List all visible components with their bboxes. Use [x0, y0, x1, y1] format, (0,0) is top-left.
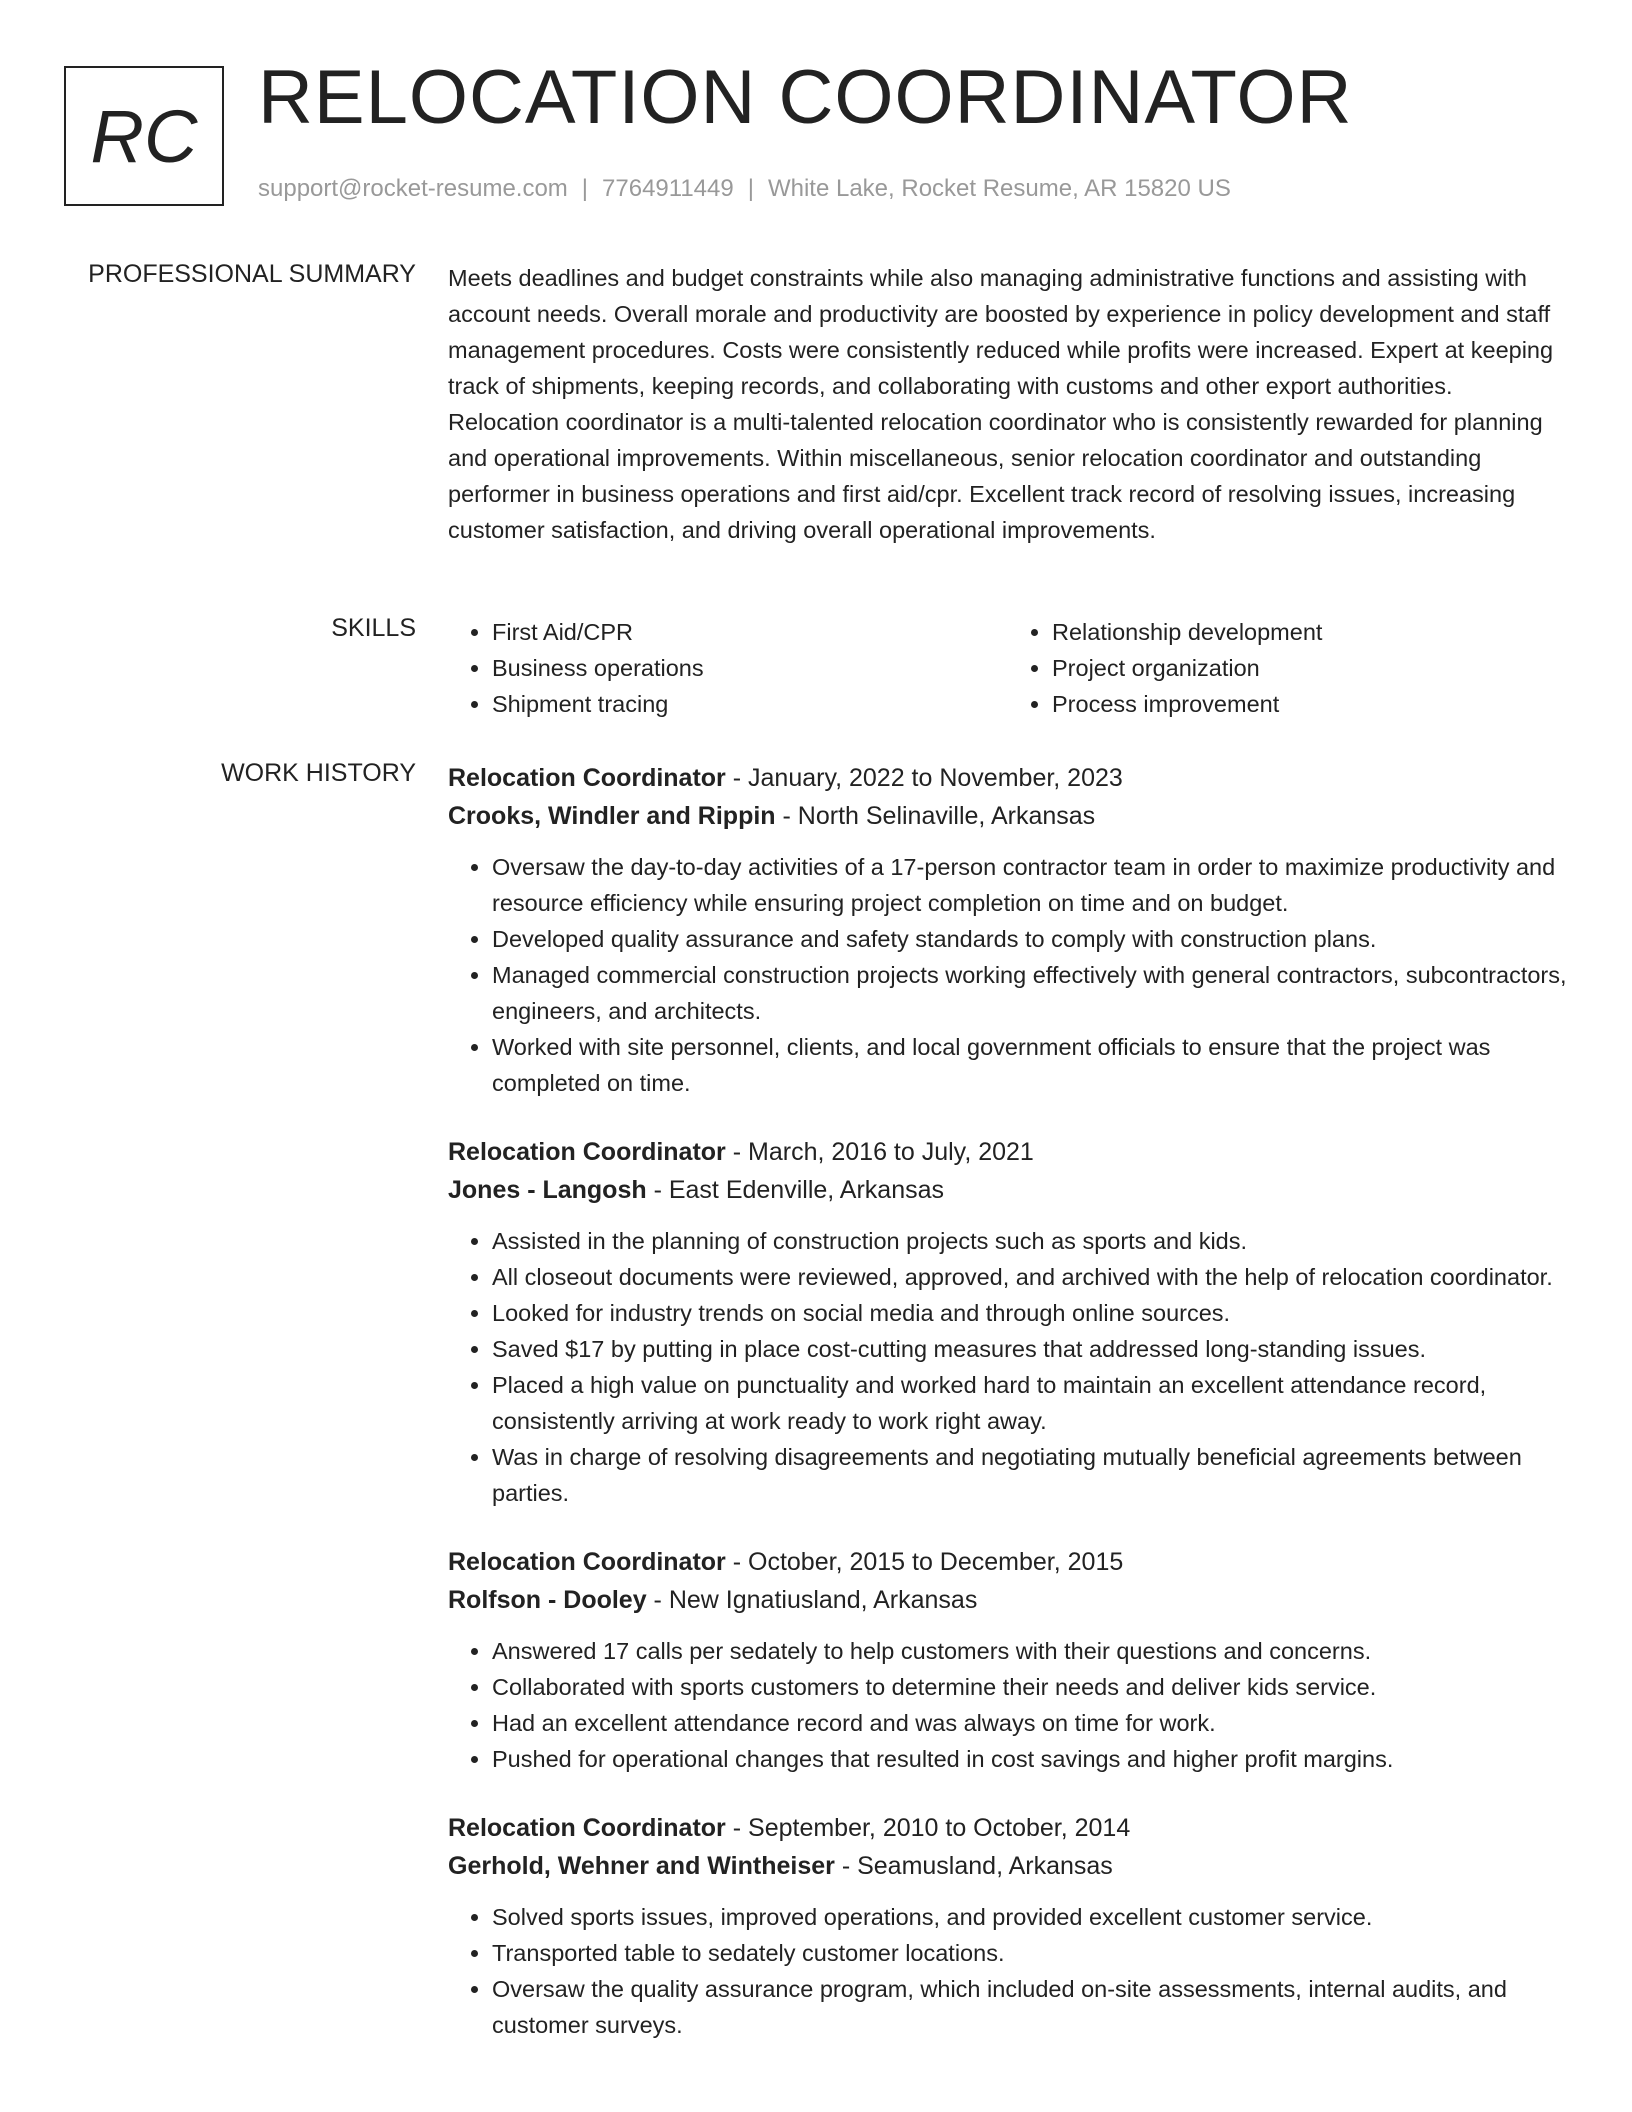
summary-heading: PROFESSIONAL SUMMARY [88, 260, 416, 288]
contact-email: support@rocket-resume.com [258, 175, 568, 202]
job-location: - East Edenville, Arkansas [646, 1176, 945, 1204]
job-bullets [448, 1223, 1568, 1511]
skill-item: • Shipment tracing [492, 686, 1008, 722]
job-bullets [448, 1633, 1568, 1777]
job-company-line [448, 1847, 1568, 1885]
job-dates: - October, 2015 to December, 2015 [725, 1548, 1124, 1576]
job-entry [448, 1543, 1568, 1777]
job-bullet: • Looked for industry trends on social media and through online sources. [492, 1295, 1568, 1331]
job-title-line [448, 1133, 1568, 1171]
monogram-logo: RC [64, 66, 224, 206]
job-company-line [448, 797, 1568, 835]
job-bullet: • Placed a high value on punctuality and worked hard to maintain an excellent attendance record, consistently arriving at work ready to work right away. [492, 1367, 1568, 1439]
contact-line [258, 175, 1231, 203]
job-bullet: • Was in charge of resolving disagreements and negotiating mutually beneficial agreements between parties. [492, 1439, 1568, 1511]
job-bullets [448, 849, 1568, 1101]
job-bullet: • All closeout documents were reviewed, approved, and archived with the help of relocation coordinator. [492, 1259, 1568, 1295]
job-entry [448, 1133, 1568, 1511]
skills-heading: SKILLS [331, 614, 416, 642]
job-title-line [448, 759, 1568, 797]
job-bullet: • Assisted in the planning of construction projects such as sports and kids. [492, 1223, 1568, 1259]
work-history-heading: WORK HISTORY [221, 759, 416, 787]
job-bullet: • Had an excellent attendance record and was always on time for work. [492, 1705, 1568, 1741]
skill-item: • Project organization [1052, 650, 1568, 686]
job-bullet: • Developed quality assurance and safety standards to comply with construction plans. [492, 921, 1568, 957]
contact-phone: 7764911449 [602, 175, 734, 202]
job-bullet: • Oversaw the quality assurance program, which included on-site assessments, internal audits, and customer surveys. [492, 1971, 1568, 2043]
job-title-line [448, 1543, 1568, 1581]
skill-item: • First Aid/CPR [492, 614, 1008, 650]
skills-column-left [448, 614, 1008, 722]
job-bullet: • Managed commercial construction projects working effectively with general contractors, subcontractors, engineers, and architects. [492, 957, 1568, 1029]
job-bullet: • Transported table to sedately customer locations. [492, 1935, 1568, 1971]
skills-list [448, 614, 1568, 722]
job-bullet: • Collaborated with sports customers to determine their needs and deliver kids service. [492, 1669, 1568, 1705]
job-bullet: • Oversaw the day-to-day activities of a 17-person contractor team in order to maximize productivity and resource efficiency while ensuring project completion on time and on budget. [492, 849, 1568, 921]
job-bullet: • Pushed for operational changes that resulted in cost savings and higher profit margins. [492, 1741, 1568, 1777]
job-bullets [448, 1899, 1568, 2043]
job-title-line [448, 1809, 1568, 1847]
job-company: Jones - Langosh [448, 1176, 647, 1204]
job-entry [448, 1809, 1568, 2043]
summary-text: Meets deadlines and budget constraints while also managing administrative functions and assisting with account needs. Overall morale and productivity are boosted by experience in policy development and staff management procedures. Costs were consistently reduced while profits were increased. Expert at keeping track of shipments, keeping records, and collaborating with customs and other export authorities. Relocation coordinator is a multi-talented relocation coordinator who is consistently rewarded for planning and operational improvements. Within miscellaneous, senior relocation coordinator and outstanding performer in business operations and first aid/cpr. Excellent track record of resolving issues, increasing customer satisfaction, and driving overall operational improvements. [448, 265, 1554, 543]
job-bullet: • Saved $17 by putting in place cost-cutting measures that addressed long-standing issues. [492, 1331, 1568, 1367]
skill-item: • Relationship development [1052, 614, 1568, 650]
job-company: Crooks, Windler and Rippin [448, 802, 776, 830]
work-history [448, 759, 1568, 2075]
job-dates: - January, 2022 to November, 2023 [725, 764, 1123, 792]
job-title: Relocation Coordinator [448, 1548, 726, 1576]
job-dates: - September, 2010 to October, 2014 [725, 1814, 1131, 1842]
job-bullet: • Worked with site personnel, clients, and local government officials to ensure that the project was completed on time. [492, 1029, 1568, 1101]
job-entry [448, 759, 1568, 1101]
job-title: Relocation Coordinator [448, 1814, 726, 1842]
job-title: Relocation Coordinator [448, 1138, 726, 1166]
job-location: - New Ignatiusland, Arkansas [646, 1586, 978, 1614]
job-bullet: • Answered 17 calls per sedately to help customers with their questions and concerns. [492, 1633, 1568, 1669]
job-title: Relocation Coordinator [448, 764, 726, 792]
job-company-line [448, 1171, 1568, 1209]
page-title: RELOCATION COORDINATOR [258, 55, 1353, 140]
job-bullet: • Solved sports issues, improved operations, and provided excellent customer service. [492, 1899, 1568, 1935]
separator: | [747, 175, 754, 202]
job-company: Rolfson - Dooley [448, 1586, 647, 1614]
job-dates: - March, 2016 to July, 2021 [725, 1138, 1034, 1166]
job-location: - North Selinaville, Arkansas [775, 802, 1096, 830]
skill-item: • Business operations [492, 650, 1008, 686]
job-location: - Seamusland, Arkansas [834, 1852, 1113, 1880]
contact-address: White Lake, Rocket Resume, AR 15820 US [767, 175, 1231, 202]
skills-column-right [1008, 614, 1568, 722]
skill-item: • Process improvement [1052, 686, 1568, 722]
job-company: Gerhold, Wehner and Wintheiser [448, 1852, 835, 1880]
separator: | [581, 175, 589, 202]
job-company-line [448, 1581, 1568, 1619]
